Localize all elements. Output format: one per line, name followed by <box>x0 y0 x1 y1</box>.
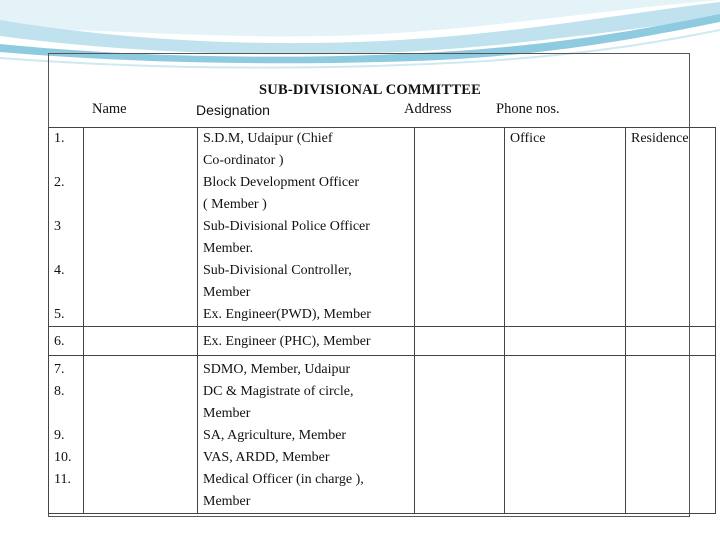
row-number: 3 <box>54 219 61 234</box>
row-number <box>54 282 83 304</box>
designation-line: Member <box>203 285 251 300</box>
row-numbers <box>49 356 84 514</box>
page-title: SUB-DIVISIONAL COMMITTEE <box>259 82 481 98</box>
office-cell <box>505 128 626 327</box>
header-name: Name <box>92 101 127 117</box>
row-number: 6. <box>54 334 65 349</box>
row-number: 4. <box>54 263 65 278</box>
row-number: 11. <box>54 472 71 487</box>
designation-line: SDMO, Member, Udaipur <box>203 362 351 377</box>
designation-line: Sub-Divisional Police Officer <box>203 219 370 234</box>
row-number: 9. <box>54 428 65 443</box>
table-row <box>49 327 716 356</box>
residence-cell <box>626 327 716 356</box>
committee-table <box>48 127 716 514</box>
row-number: 2. <box>54 175 65 190</box>
address-cell <box>415 356 505 514</box>
designation-line: ( Member ) <box>203 197 267 212</box>
designation-line: Medical Officer (in charge ), <box>203 472 364 487</box>
name-cell <box>84 356 198 514</box>
designation-line: Ex. Engineer(PWD), Member <box>203 307 371 322</box>
header-designation: Designation <box>196 102 270 118</box>
row-number: 10. <box>54 450 72 465</box>
row-number <box>54 491 83 513</box>
table-row <box>49 128 716 327</box>
designation-line: Ex. Engineer (PHC), Member <box>203 334 371 349</box>
designation-line: SA, Agriculture, Member <box>203 428 347 443</box>
office-cell <box>505 327 626 356</box>
designation-line: DC & Magistrate of circle, <box>203 384 354 399</box>
office-cell <box>505 356 626 514</box>
designation-cell <box>198 356 415 514</box>
address-cell <box>415 128 505 327</box>
designation-line: Member <box>203 494 251 509</box>
header-phone: Phone nos. <box>496 101 560 117</box>
designation-line: Co-ordinator ) <box>203 153 284 168</box>
designation-cell <box>198 128 415 327</box>
designation-line: Block Development Officer <box>203 175 360 190</box>
designation-line: VAS, ARDD, Member <box>203 450 330 465</box>
header-address: Address <box>404 101 452 117</box>
designation-line: Member. <box>203 241 254 256</box>
row-number <box>54 194 83 216</box>
row-numbers <box>49 327 84 356</box>
residence-cell <box>626 128 716 327</box>
row-number: 7. <box>54 362 65 377</box>
row-number: 8. <box>54 384 65 399</box>
name-cell <box>84 327 198 356</box>
name-cell <box>84 128 198 327</box>
row-number: 1. <box>54 131 65 146</box>
designation-cell <box>198 327 415 356</box>
address-cell <box>415 327 505 356</box>
row-number: 5. <box>54 307 65 322</box>
table-row <box>49 356 716 514</box>
header-residence: Residence <box>631 131 689 146</box>
row-numbers <box>49 128 84 327</box>
designation-line: Member <box>203 406 251 421</box>
residence-cell <box>626 356 716 514</box>
row-number <box>54 238 83 260</box>
designation-line: Sub-Divisional Controller, <box>203 263 352 278</box>
designation-line: S.D.M, Udaipur (Chief <box>203 131 333 146</box>
row-number <box>54 403 83 425</box>
header-office: Office <box>510 131 546 146</box>
row-number <box>54 150 83 172</box>
